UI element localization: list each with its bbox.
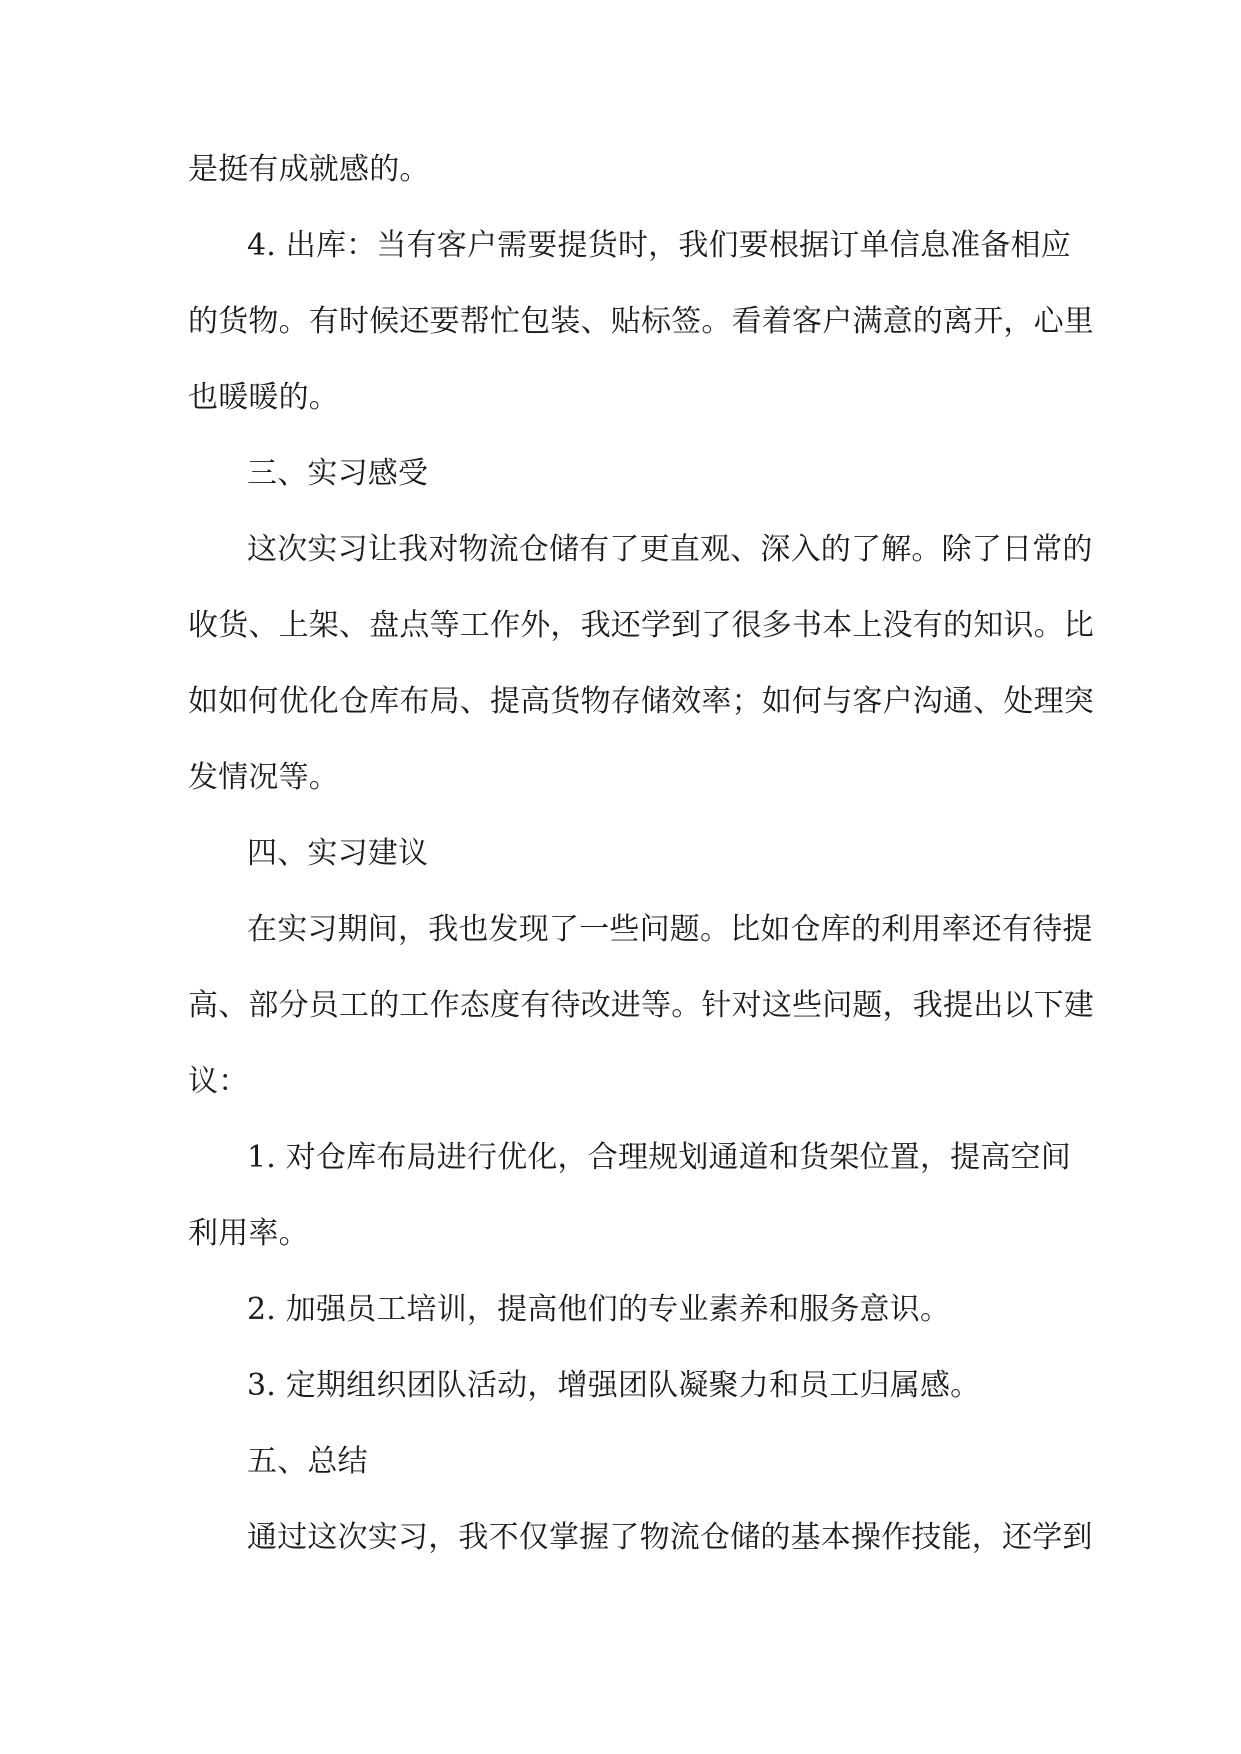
list-item-outbound: 4. 出库：当有客户需要提货时，我们要根据订单信息准备相应 <box>247 228 1071 263</box>
paragraph-line: 收货、上架、盘点等工作外，我还学到了很多书本上没有的知识。比 <box>188 608 1094 643</box>
list-item-suggestion-1: 1. 对仓库布局进行优化，合理规划通道和货架位置，提高空间 <box>247 1140 1071 1175</box>
list-item-suggestion-2: 2. 加强员工培训，提高他们的专业素养和服务意识。 <box>247 1292 951 1327</box>
paragraph-line: 高、部分员工的工作态度有待改进等。针对这些问题，我提出以下建 <box>188 988 1094 1023</box>
paragraph-line: 这次实习让我对物流仓储有了更直观、深入的了解。除了日常的 <box>247 532 1093 567</box>
paragraph-line: 也暖暖的。 <box>188 380 339 415</box>
paragraph-line: 通过这次实习，我不仅掌握了物流仓储的基本操作技能，还学到 <box>247 1520 1093 1555</box>
paragraph-line: 在实习期间，我也发现了一些问题。比如仓库的利用率还有待提 <box>247 912 1093 947</box>
section-heading-summary: 五、总结 <box>247 1444 368 1479</box>
paragraph-line: 发情况等。 <box>188 760 339 795</box>
paragraph-line: 利用率。 <box>188 1216 309 1251</box>
paragraph-line: 的货物。有时候还要帮忙包装、贴标签。看着客户满意的离开，心里 <box>188 304 1094 339</box>
paragraph-line: 如如何优化仓库布局、提高货物存储效率；如何与客户沟通、处理突 <box>188 684 1094 719</box>
section-heading-internship-suggestions: 四、实习建议 <box>247 836 429 871</box>
list-item-suggestion-3: 3. 定期组织团队活动，增强团队凝聚力和员工归属感。 <box>247 1368 981 1403</box>
paragraph-line: 是挺有成就感的。 <box>188 152 430 187</box>
paragraph-line: 议： <box>188 1064 249 1099</box>
section-heading-internship-feelings: 三、实习感受 <box>247 456 429 491</box>
